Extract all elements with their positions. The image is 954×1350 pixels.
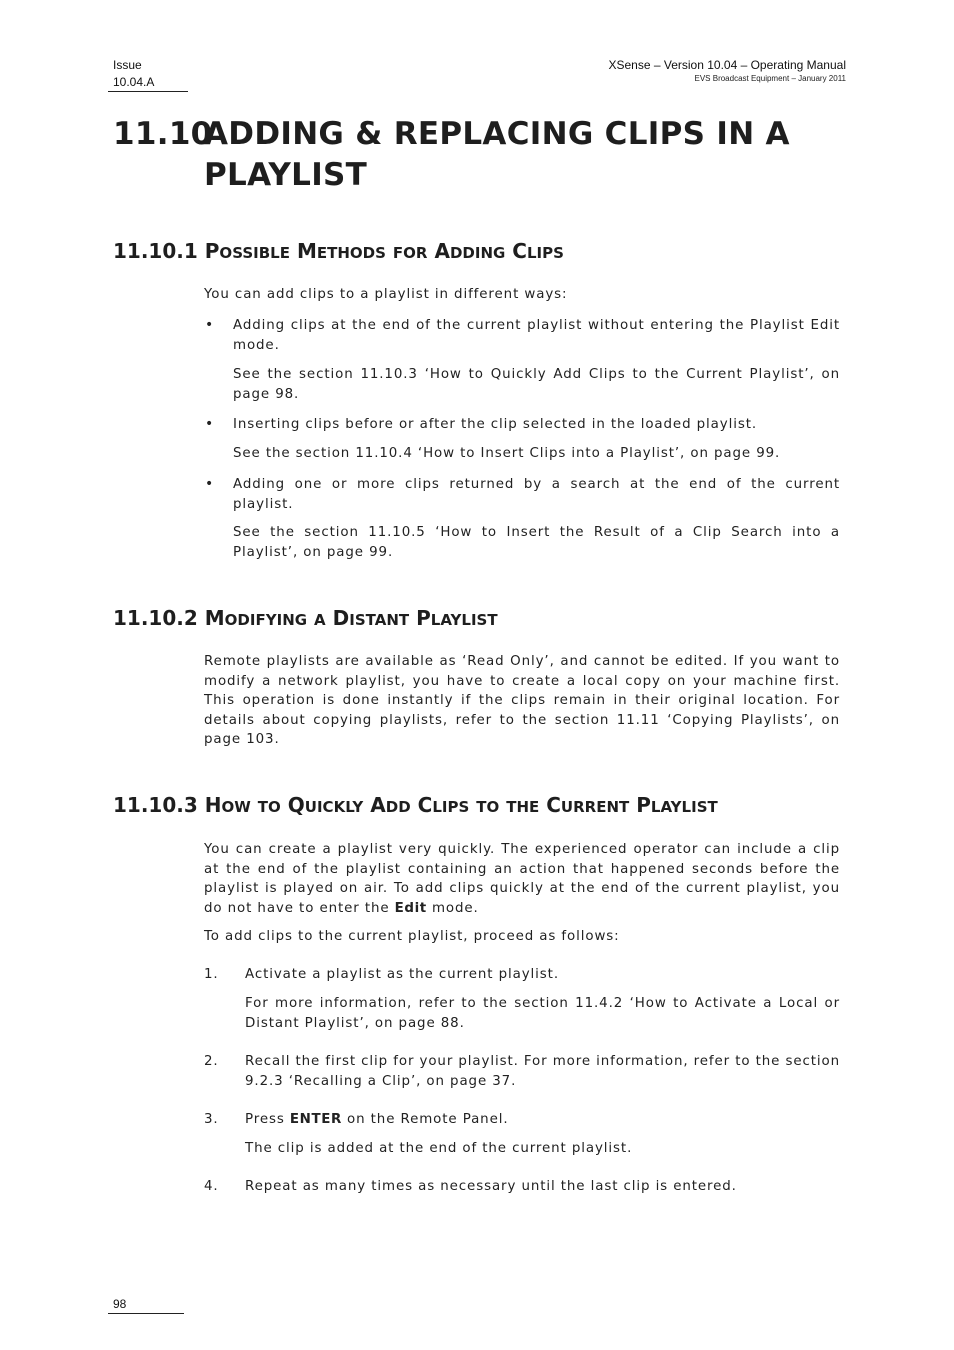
sec1-intro: You can add clips to a playlist in different ways:	[204, 287, 568, 302]
sec1-bullet-2: Inserting clips before or after the clip selected in the loaded playlist.	[233, 417, 758, 432]
step-number: 1.	[204, 967, 219, 982]
bullet-dot: •	[205, 476, 214, 492]
step-1-text: Activate a playlist as the current playlist.	[245, 967, 559, 982]
step-number: 2.	[204, 1054, 219, 1069]
footer-rule	[108, 1313, 184, 1314]
header-rule	[108, 91, 188, 92]
sec1-bullet-3: Adding one or more clips returned by a search at the end of the current playlist.	[233, 477, 840, 512]
sec1-bullet-3-see: See the section 11.10.5 ‘How to Insert the Result of a Clip Search into a Playlist’, on page 99.	[233, 525, 840, 560]
section-heading-modifying-distant: 11.10.2 MODIFYING A DISTANT PLAYLIST	[113, 606, 498, 630]
step-2-text: Recall the first clip for your playlist. For more information, refer to the section 9.2.3 ‘Recalling a Clip’, on page 37.	[245, 1054, 840, 1089]
manual-title: XSense – Version 10.04 – Operating Manual	[608, 58, 846, 72]
step-1-sub: For more information, refer to the section 11.4.2 ‘How to Activate a Local or Distant Playlist’, on page 88.	[245, 996, 840, 1031]
publisher-line: EVS Broadcast Equipment – January 2011	[694, 74, 846, 83]
step-number: 3.	[204, 1112, 219, 1127]
section-heading-possible-methods: 11.10.1 POSSIBLE METHODS FOR ADDING CLIPS	[113, 239, 564, 263]
sec1-bullet-2-see: See the section 11.10.4 ‘How to Insert Clips into a Playlist’, on page 99.	[233, 446, 781, 461]
sec3-paragraph: You can create a playlist very quickly. The experienced operator can include a clip at the end of the playlist containing an action that happened seconds before the playlist is played on air. To add clips quickly at the end of the current playlist, you do not have to enter the Edit mode.	[204, 842, 840, 916]
sec1-bullet-1: Adding clips at the end of the current playlist without entering the Playlist Edit mode.	[233, 318, 840, 353]
sec3-intro: To add clips to the current playlist, proceed as follows:	[204, 929, 620, 944]
section-number: 11.10	[113, 116, 213, 152]
bullet-dot: •	[205, 317, 214, 333]
enter-key-label: ENTER	[289, 1112, 342, 1127]
section-heading-quickly-add: 11.10.3 HOW TO QUICKLY ADD CLIPS TO THE CURRENT PLAYLIST	[113, 793, 718, 817]
step-number: 4.	[204, 1179, 219, 1194]
page-title-line2: PLAYLIST	[204, 157, 368, 193]
page-title-line1: ADDING & REPLACING CLIPS IN A	[204, 116, 790, 152]
step-4-text: Repeat as many times as necessary until the last clip is entered.	[245, 1179, 737, 1194]
issue-label: Issue	[113, 58, 142, 72]
edit-mode-label: Edit	[394, 900, 427, 916]
step-3-sub: The clip is added at the end of the current playlist.	[245, 1141, 633, 1156]
step-3-text: Press ENTER on the Remote Panel.	[245, 1112, 509, 1127]
sec1-bullet-1-see: See the section 11.10.3 ‘How to Quickly Add Clips to the Current Playlist’, on page 98.	[233, 367, 840, 402]
page-number: 98	[113, 1297, 127, 1311]
bullet-dot: •	[205, 416, 214, 432]
sec2-paragraph: Remote playlists are available as ‘Read Only’, and cannot be edited. If you want to modify a network playlist, you have to create a local copy on your machine first. This operation is done instantly if the clips remain in their original location. For details about copying playlists, refer to the section 11.11 ‘Copying Playlists’, on page 103.	[204, 654, 840, 748]
issue-number: 10.04.A	[113, 75, 155, 89]
